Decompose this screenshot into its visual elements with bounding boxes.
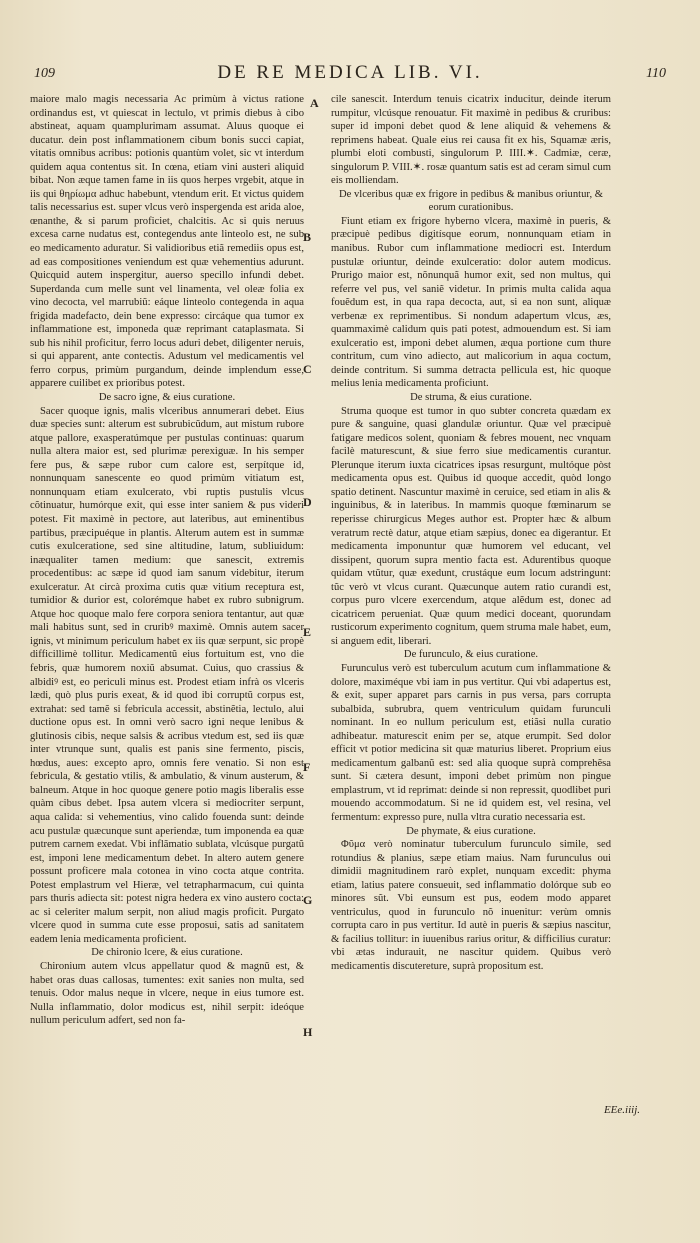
- signature-mark: EEe.iiij.: [603, 1104, 640, 1116]
- section-heading: De sacro igne, & eius curatione.: [98, 392, 236, 404]
- margin-letter: D: [303, 495, 312, 509]
- body-paragraph: Sacer quoque ignis, malis vlceribus annumerari debet. Eius duæ species sunt: alterum est subrubicũdum, aut mistum rubore atque pallore, exasperatúmque per pustulas continuas: quarum nulla altera maior est, sed plurimæ perexiguæ. In his semper fere pus, & sæpe rubor cum calore est, serpítque id, nonnunquam sanescente eo quod primùm vitiatum est, nonnunquam etiam exulcerato, vbi ruptis pustulis vlcus cõtinuatur, humórque exit, qui esse inter saniem & pus videri potest. Fit maximè in pectore, aut lateribus, aut eminentibus partibus, præcipuéque in plantis. Alterum autem est in summæ cutis exulceratione, sed sine altitudine, latum, subliuidum: inæqualiter tamen medium: que sanescit, extremis procedentibus: ac sæpe id quod iam sanum videbitur, iterum exulceratur. At circà proxima cutis quæ vitium receptura est, tumidior & durior est, colorémque habet ex rubro subnigrum. Atque hoc quoque malo fere corpora seniora tentantur, aut quæ mali habitus sunt, sed in cruribꝰ maximè. Omnis autem sacer ignis, vt minimum periculum habet ex iis quæ serpunt, sic propè difficillimè tollitur. Medicamentũ eius fortuitum est, vno die febris, quæ humorem noxiũ absumat. Cuius, quo crassius & albidiꝰ est, eo periculi minus est. Prodest etiam infrà os vlceris lædi, quò plus puris exeat, & id quod ibi corruptũ corpus est, extrahat: sed tamẽ si febricula accessit, abstinẽtia, lectulo, alui ductione opus est. In omni verò sacro igni neque lenibus & glutinosis cibis, neque salsis & acribus vtedum est, sed iis quæ inter vtrunque sunt, qualis est panis sine fermento, piscis, hœdus, aues: excepto apro, omnis fere venatio. Si non est febricula, & gestatio vtilis, & ambulatio, & vinum austerum, & balneum. Atque in hoc quoque genere potio magis liberalis esse quàm cibus debet. Ipsa autem vlcera si mediocriter serpunt, aqua calida: si vehementius, vino calido fouenda sunt: deinde acu pustulæ quæcunque sunt aperiendæ, tum imponenda ea quæ putrem carnem exedat. Vbi inflãmatio sublata, vlcúsque purgatũ est, imponi lene medicamentum debet. In altero autem genere possunt proficere mala cotonea in vino cocta atque contrita. Potest emplastrum vel Hieræ, vel tetrapharmacum, cui quinta pars thuris adiecta sit: potest nigra hedera ex vino austero cocta: ac si celeriter malum serpit, non aliud magis proficit. Purgato vlcere quod in summa cute esse proposui, satis ad sanitatem eadem lenia medicamenta proficient.: [30, 405, 304, 945]
- margin-letter: B: [303, 230, 312, 244]
- body-paragraph: Chironium autem vlcus appellatur quod & magnũ est, & habet oras duas callosas, tumentes: exit sanies non multa, sed tenuis. Odor malus neque in vlcere, neque in eius tumore est. Nulla inflammatio, dolor modicus est, nihil serpit: ideóque nullum periculum adfert, sed non fa-: [30, 961, 304, 1027]
- margin-letter: C: [303, 362, 312, 376]
- body-paragraph: Φῦμα verò nominatur tuberculum furunculo simile, sed rotundius & planius, sæpe etiam maius. Nam furunculus oui dimidii magnitudinem rarò explet, nunquam excedit: phyma etiam, latius patere consueuit, sed inflammatio dolórque sub eo minores sũt. Vbi eunsum est pus, eodem modo apparet ventriculus, quod in furunculo nõ inuenitur: verùm omnis corrupta caro in pus vertitur. Id autè in pueris & sæpius nascitur, & facilius tollitur: in iuuenibus rarius oritur, & difficilius curatur: vbi ætas indurauit, ne nascitur quidem. Quibus verò medicamentis discutereture, suprà propositum est.: [331, 839, 611, 972]
- section-heading: De chironio lcere, & eius curatione.: [91, 947, 243, 959]
- body-paragraph: maiore malo magis necessaria Ac primùm à victus ratione ordinandus est, vt quiescat in lectulo, vt primis diebus à cibo abstineat, aquam quamplurimam assumat. Aluus quoque ei ducatur. dein post inflammationem cibum bonis succi capiat, vitatis omnibus acribus: potionis quantùm volet, sic vt interdum quidem aqua contentus sit. In cœna, etiam vini austeri aliquid bibat. Non æque tamen fame in iis quos herpes vrgebit, atque in iis qui θηρίωμα adhuc habebunt, vtendum erit. Et victus quidem talis necessarius est. super vlcus verò inspergenda est arida aloe, œnanthe, & si parum proficiet, chalcitis. Ac si quis neruus excesa carne nudatus est, contegendus ante linteolo est, ne sub eo medicamento aduratur. Si validioribus etiã remediis opus est, ad eas compositiones veniendum est quæ vehementius adurunt. Quicquid autem inspergitur, auerso specillo infundi debet. Superdanda cum melle sunt vel linamenta, vel oleæ folia ex vino decocta, vel marrubiũ: eáque linteolo contegenda in aqua frigida madefacto, dein bene expresso: circáque qua tumor ex inflammatione est, imponeda quæ reprimant cataplasmata. Si sub his nihil proficitur, ferro locus aduri debet, diligenter neruis, si qui apparent, ante contectis. Adustum vel medicamentis vel ferro corpus, primùm purgandum, deinde implendum esse, apparere cuilibet ex prioribus potest.: [30, 94, 304, 390]
- running-title: DE RE MEDICA LIB. VI.: [217, 62, 483, 83]
- right-text-column: [331, 93, 611, 974]
- margin-letter: E: [303, 625, 312, 639]
- running-header: [30, 62, 670, 88]
- section-heading: De struma, & eius curatione.: [410, 392, 532, 404]
- section-heading: De phymate, & eius curatione.: [406, 825, 536, 837]
- margin-letter: G: [303, 893, 313, 907]
- left-text-column: [30, 93, 304, 1028]
- margin-letter: H: [303, 1025, 313, 1039]
- body-paragraph: Struma quoque est tumor in quo subter concreta quædam ex pure & sanguine, quasi glandulæ oriuntur. Quæ vel præcipuè fatigare medicos solent, quoniam & febres mouent, nec vnquam facilè maturescunt, & siue ferro siue medicamentis curantur. Plerunque iterum iuxta cicatrices ipsas resurgunt, multóque pòst medicamenta opus est. Quibus id quoque accedit, quòd longo spatio detinent. Nascuntur maximè in ceruice, sed etiam in alis & inguinibus, & in lateribus. In mammis quoque fœminarum se reperisse chirurgicus Meges author est. Propter hæc & album veratrum rectè datur, atque etiam sæpius, donec ea digerantur. Et medicamenta imponuntur quæ humorem vel educant, vel dissipent, quorum supra mentio facta est. Adurentibus quoque quidam vtũtur, quæ exedunt, crustáque eum locum adstringunt: tũc verò vt vlcus curant. Quæcunque autem ratio curandi est, corpus puro vlcere exercendum, atque alẽdum est, donec ad cicatricem perueniat. Quæ quum medici doceant, quorundam rusticorum experimento cognitum, quem struma male habet, eum, si anguem edit, liberari.: [331, 405, 611, 647]
- page-number-left: 109: [34, 66, 55, 81]
- page-number-right: 110: [646, 66, 666, 81]
- section-heading: De furunculo, & eius curatione.: [403, 649, 539, 661]
- body-paragraph: Furunculus verò est tuberculum acutum cum inflammatione & dolore, maximéque vbi iam in pus vertitur. Qui vbi adapertus est, & exit, super apparet pars carnis in pus versa, pars corrupta subalbida, subrubra, quem ventriculum quidam furunculi nominant. In eo nullum periculum est, etiãsi nulla curatio adhibeatur. maturescit enim per se, atque erumpit. Sed dolor efficit vt potior medicina sit quæ maturius liberet. Proprium eius medicamentum galbanũ est: sed alia quoque suprà comprehẽsa sunt. Si cætera desunt, imponi debet primùm non pingue emplastrum, vt id reprimat: deinde si non repressit, quodlibet puri mouendo accommodatum. Si ne id quidem est, vel resina, vel fermentum: expresso pure, nulla vltra curatio necessaria est.: [331, 662, 611, 823]
- margin-letter: F: [303, 760, 311, 774]
- margin-letter: A: [310, 96, 319, 110]
- section-heading: De vlceribus quæ ex frigore in pedibus & manibus oriuntur, & eorum curationibus.: [338, 188, 604, 214]
- body-paragraph: cile sanescit. Interdum tenuis cicatrix inducitur, deinde iterum rumpitur, vlcúsque renouatur. Fit maximè in pedibus & cruribus: super id imponi debet quod & lene aliquid & vehemens & reprimens habeat. Quale eius rei causa fit ex his, Squamæ æris, plumbi eloti combusti, singulorum P. IIII.✶. Cadmiæ, ceræ, singulorum P. VIII.✶. rosæ quantum satis est ad ceram simul cum eis molliendam.: [331, 94, 611, 187]
- body-paragraph: Fiunt etiam ex frigore hyberno vlcera, maximè in pueris, & præcipuè pedibus digitísque eorum, nonnunquam etiam in manibus. Rubor cum inflammatione mediocri est. Interdum pustulæ oriuntur, deinde exulceratio: dolor autem modicus. Prurigo maior est, nõnunquã humor exit, sed non multus, qui referre vel pus, vel saniẽ videtur. In primis multa calida aqua fouẽdum est, in qua rapa decocta, aut, si ea non sunt, aliquæ verbenæ ex reprimentibus. Si nondum adapertum vlcus, æs, quammaximè calidum quis pati potest, admouendum est. Si iam exulceratio est, imponi debet alumen, æqua portione cum thure contritum, cum vino adiecto, aut malicorium in aqua coctum, deinde contritum. Si summa detracta pellicula est, hic quoque melius lenia medicamenta proficiunt.: [331, 215, 611, 390]
